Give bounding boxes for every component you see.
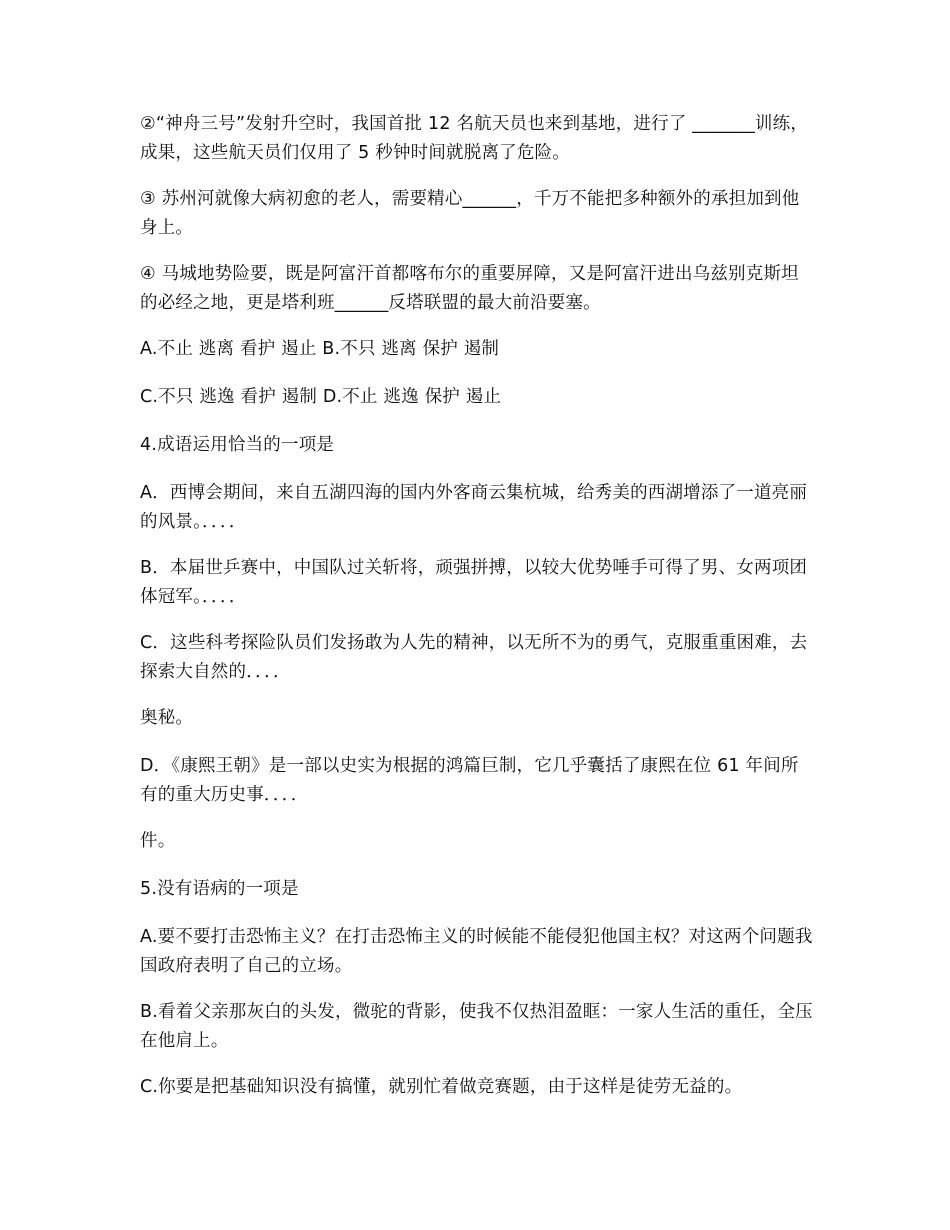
question-5-option-a: A.要不要打击恐怖主义？在打击恐怖主义的时候能不能侵犯他国主权？对这两个问题我国政府表明了自己的立场。	[140, 927, 813, 976]
question-4-option-d-continued: 件。	[140, 831, 176, 851]
question-5-title: 5.没有语病的一项是	[140, 879, 299, 899]
paragraph-q3-item-2: ②“神舟三号”发射升空时，我国首批 12 名航天员也来到基地，进行了 _______训练，成果，这些航天员们仅用了 5 秒钟时间就脱离了危险。	[140, 114, 809, 163]
question-4-option-d: D．《康熙王朝》是一部以史实为根据的鸿篇巨制，它几乎囊括了康熙在位 61 年间所有的重大历史事．．．．	[140, 756, 799, 805]
question-5-option-b: B.看着父亲那灰白的头发，微驼的背影，使我不仅热泪盈眶：一家人生活的重任，全压在他肩上。	[140, 1002, 813, 1051]
question-5-option-c: C.你要是把基础知识没有搞懂，就别忙着做竞赛题，由于这样是徒劳无益的。	[140, 1077, 743, 1097]
paragraph-q3-item-3: ③ 苏州河就像大病初愈的老人，需要精心______，千万不能把多种额外的承担加到他身上。	[140, 189, 800, 238]
paragraph-q3-item-4: ④ 马城地势险要，既是阿富汗首都喀布尔的重要屏障，又是阿富汗进出乌兹别克斯坦的必经之地，更是塔利班______反塔联盟的最大前沿要塞。	[140, 264, 799, 313]
question-4-option-c: C．这些科考探险队员们发扬敢为人先的精神，以无所不为的勇气，克服重重困难，去探索大自然的．．．．	[140, 633, 808, 682]
question-4-option-b: B．本届世乒赛中，中国队过关斩将，顽强拼搏，以较大优势唾手可得了男、女两项团体冠军。．．．．	[140, 558, 808, 607]
option-line-a-b: A.不止 逃离 看护 遏止 B.不只 逃离 保护 遏制	[140, 339, 500, 359]
question-4-option-c-continued: 奥秘。	[140, 708, 194, 728]
question-4-option-a: A．西博会期间，来自五湖四海的国内外客商云集杭城，给秀美的西湖增添了一道亮丽的风景。．．．．	[140, 483, 808, 532]
option-line-c-d: C.不只 逃逸 看护 遏制 D.不止 逃逸 保护 遏止	[140, 387, 502, 407]
question-4-title: 4.成语运用恰当的一项是	[140, 435, 335, 455]
